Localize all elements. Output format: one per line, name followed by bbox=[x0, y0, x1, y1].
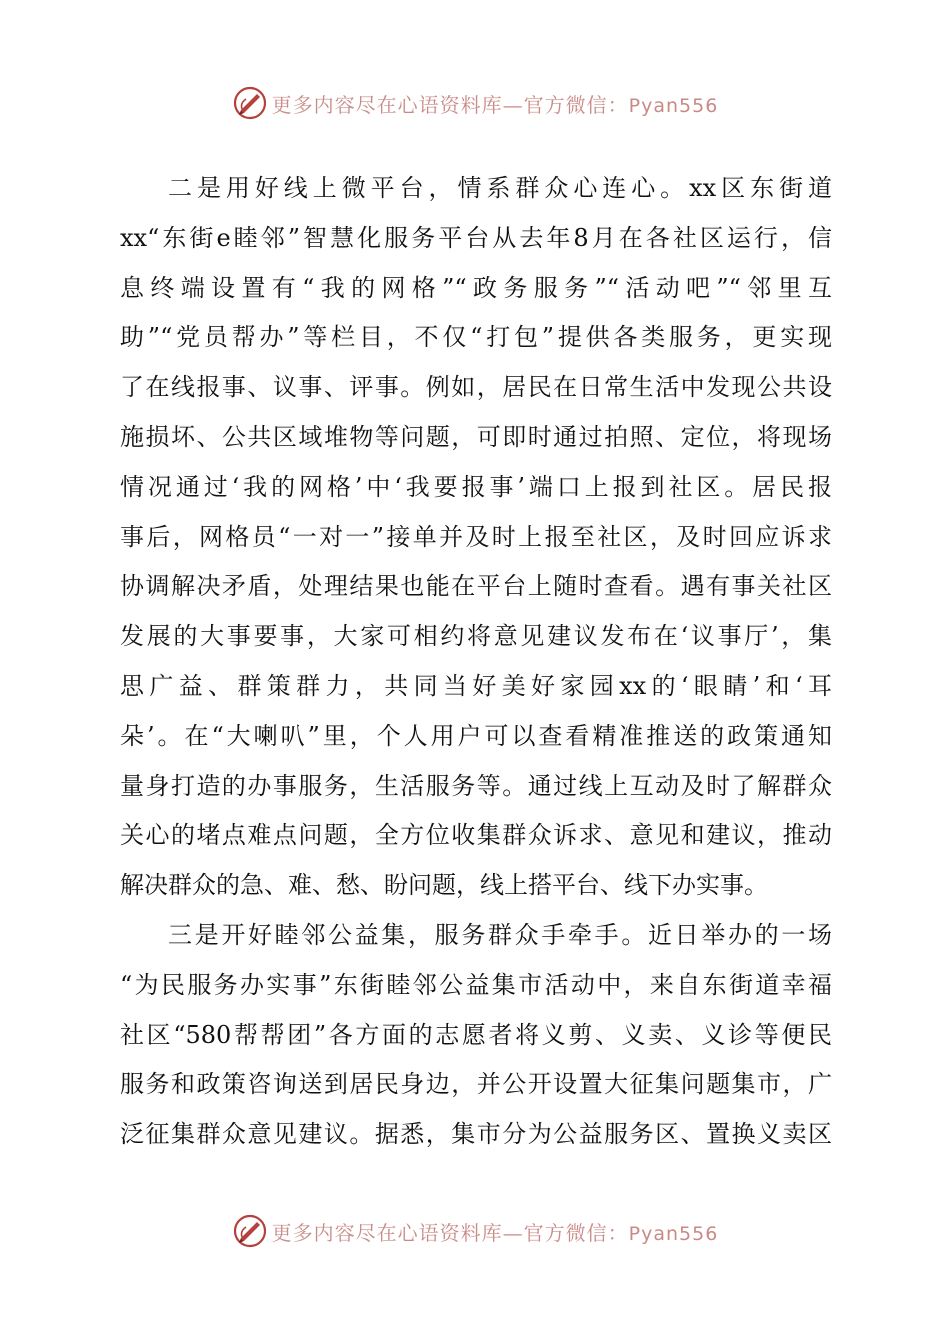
text-line: 发展的大事要事，大家可相约将意见建议发布在‘议事厅’，集 bbox=[120, 622, 832, 651]
text-line: 二是用好线上微平台，情系群众心连心。xx区东街道 bbox=[168, 174, 832, 202]
footer-wechat-id: Pyan556 bbox=[628, 1222, 719, 1245]
text-line: 社区“580帮帮团”各方面的志愿者将义剪、义卖、义诊等便民 bbox=[120, 1020, 832, 1049]
text-line: 协调解决矛盾，处理结果也能在平台上随时查看。遇有事关社区 bbox=[120, 572, 832, 601]
document-body bbox=[120, 164, 832, 1160]
text-line: 了在线报事、议事、评事。例如，居民在日常生活中发现公共设 bbox=[120, 373, 832, 402]
pen-logo-icon bbox=[232, 85, 268, 121]
text-line: 关心的堵点难点问题，全方位收集群众诉求、意见和建议，推动 bbox=[120, 821, 832, 850]
text-line: 施损坏、公共区域堆物等问题，可即时通过拍照、定位，将现场 bbox=[120, 422, 832, 451]
header-banner bbox=[0, 83, 950, 123]
text-line: 解决群众的急、难、愁、盼问题，线上搭平台、线下办实事。 bbox=[120, 871, 768, 900]
text-line: 服务和政策咨询送到居民身边，并公开设置大征集问题集市，广 bbox=[120, 1070, 832, 1099]
text-line: “为民服务办实事”东街睦邻公益集市活动中，来自东街道幸福 bbox=[120, 970, 832, 999]
text-line: 量身打造的办事服务，生活服务等。通过线上互动及时了解群众 bbox=[120, 771, 832, 800]
text-line: 情况通过‘我的网格’中‘我要报事’端口上报到社区。居民报 bbox=[120, 472, 832, 501]
text-line: 朵’。在“大喇叭”里，个人用户可以查看精准推送的政策通知 bbox=[120, 721, 832, 750]
text-line: 三是开好睦邻公益集，服务群众手牵手。近日举办的一场 bbox=[168, 920, 832, 949]
header-banner-text: 更多内容尽在心语资料库—官方微信：Pyan556 bbox=[271, 92, 719, 117]
text-line: xx“东街e睦邻”智慧化服务平台从去年8月在各社区运行，信 bbox=[120, 223, 832, 252]
text-line: 泛征集群众意见建议。据悉，集市分为公益服务区、置换义卖区 bbox=[120, 1120, 832, 1149]
pen-logo-icon bbox=[232, 1213, 268, 1249]
text-line: 事后，网格员“一对一”接单并及时上报至社区，及时回应诉求 bbox=[120, 522, 832, 551]
footer-banner-text: 更多内容尽在心语资料库—官方微信：Pyan556 bbox=[271, 1220, 719, 1245]
footer-banner bbox=[0, 1211, 950, 1251]
text-line: 助”“党员帮办”等栏目，不仅“打包”提供各类服务，更实现 bbox=[120, 323, 832, 352]
text-line: 息终端设置有“我的网格”“政务服务”“活动吧”“邻里互 bbox=[120, 273, 832, 302]
header-wechat-id: Pyan556 bbox=[628, 94, 719, 117]
text-line: 思广益、群策群力，共同当好美好家园xx的‘眼睛’和‘耳 bbox=[120, 671, 832, 700]
